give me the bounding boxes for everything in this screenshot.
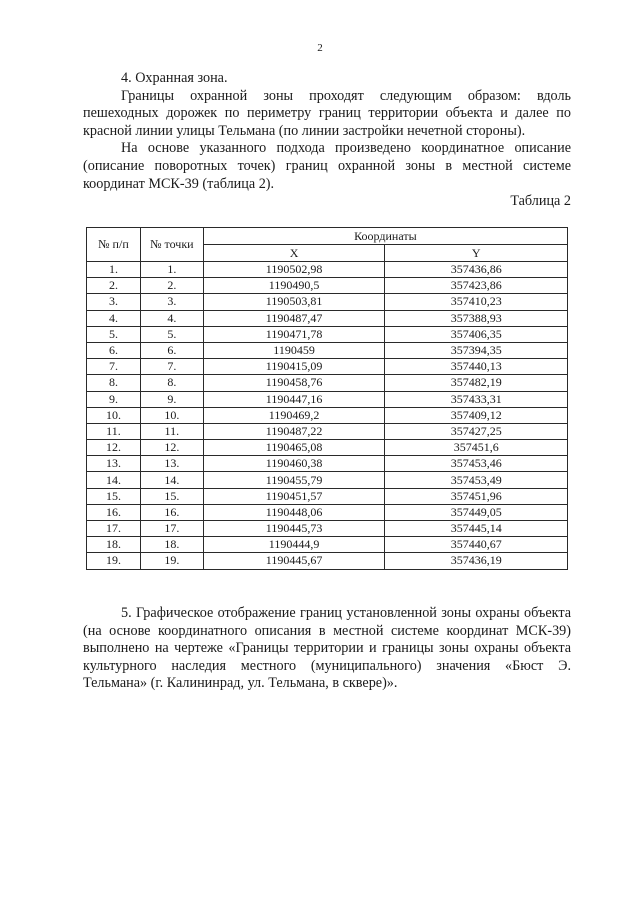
cell-x: 1190415,09 [203, 359, 385, 375]
cell-num: 10. [87, 407, 141, 423]
cell-point: 15. [140, 488, 203, 504]
cell-point: 9. [140, 391, 203, 407]
cell-num: 7. [87, 359, 141, 375]
cell-point: 11. [140, 423, 203, 439]
table-row [87, 375, 568, 391]
cell-num: 18. [87, 537, 141, 553]
cell-y: 357449,05 [385, 504, 568, 520]
cell-x: 1190447,16 [203, 391, 385, 407]
cell-num: 6. [87, 342, 141, 358]
table-row [87, 407, 568, 423]
cell-point: 8. [140, 375, 203, 391]
cell-y: 357451,6 [385, 440, 568, 456]
table-row [87, 359, 568, 375]
table-row [87, 504, 568, 520]
table-row [87, 472, 568, 488]
cell-x: 1190445,67 [203, 553, 385, 569]
cell-x: 1190502,98 [203, 262, 385, 278]
cell-num: 5. [87, 326, 141, 342]
cell-num: 3. [87, 294, 141, 310]
cell-num: 2. [87, 278, 141, 294]
table-row [87, 294, 568, 310]
cell-y: 357440,13 [385, 359, 568, 375]
table-row [87, 278, 568, 294]
cell-x: 1190465,08 [203, 440, 385, 456]
cell-num: 4. [87, 310, 141, 326]
cell-point: 12. [140, 440, 203, 456]
cell-point: 4. [140, 310, 203, 326]
page-number: 2 [317, 42, 323, 54]
cell-y: 357451,96 [385, 488, 568, 504]
header-num: № п/п [87, 228, 141, 262]
cell-point: 7. [140, 359, 203, 375]
cell-num: 17. [87, 521, 141, 537]
cell-x: 1190487,22 [203, 423, 385, 439]
header-coordinates: Координаты [203, 228, 567, 245]
table-row [87, 423, 568, 439]
table-row [87, 521, 568, 537]
cell-point: 1. [140, 262, 203, 278]
cell-point: 16. [140, 504, 203, 520]
cell-point: 2. [140, 278, 203, 294]
cell-y: 357453,49 [385, 472, 568, 488]
cell-num: 12. [87, 440, 141, 456]
cell-y: 357436,19 [385, 553, 568, 569]
cell-point: 3. [140, 294, 203, 310]
cell-y: 357388,93 [385, 310, 568, 326]
cell-num: 13. [87, 456, 141, 472]
table-row [87, 391, 568, 407]
cell-x: 1190487,47 [203, 310, 385, 326]
cell-point: 18. [140, 537, 203, 553]
cell-point: 10. [140, 407, 203, 423]
cell-x: 1190459 [203, 342, 385, 358]
table-row [87, 342, 568, 358]
section-4-paragraph-1: Границы охранной зоны проходят следующим образом: вдоль пешеходных дорожек по периметру границ территории объекта и далее по красной линии улицы Тельмана (по линии застройки нечетной стороны). [83, 87, 571, 139]
table-row [87, 440, 568, 456]
header-y: Y [385, 245, 568, 262]
cell-x: 1190444,9 [203, 537, 385, 553]
table-row [87, 488, 568, 504]
cell-num: 14. [87, 472, 141, 488]
cell-num: 11. [87, 423, 141, 439]
cell-x: 1190455,79 [203, 472, 385, 488]
cell-y: 357423,86 [385, 278, 568, 294]
cell-y: 357409,12 [385, 407, 568, 423]
cell-x: 1190451,57 [203, 488, 385, 504]
cell-x: 1190469,2 [203, 407, 385, 423]
table-body [87, 262, 568, 570]
cell-y: 357410,23 [385, 294, 568, 310]
cell-y: 357445,14 [385, 521, 568, 537]
cell-y: 357482,19 [385, 375, 568, 391]
cell-num: 1. [87, 262, 141, 278]
cell-x: 1190490,5 [203, 278, 385, 294]
table-row [87, 310, 568, 326]
table-row [87, 262, 568, 278]
cell-point: 14. [140, 472, 203, 488]
table-row [87, 553, 568, 569]
table-row [87, 326, 568, 342]
cell-num: 16. [87, 504, 141, 520]
cell-y: 357433,31 [385, 391, 568, 407]
cell-num: 19. [87, 553, 141, 569]
cell-x: 1190448,06 [203, 504, 385, 520]
cell-y: 357453,46 [385, 456, 568, 472]
cell-x: 1190503,81 [203, 294, 385, 310]
cell-point: 5. [140, 326, 203, 342]
table-row [87, 456, 568, 472]
coordinates-table [86, 227, 568, 570]
cell-y: 357440,67 [385, 537, 568, 553]
cell-x: 1190471,78 [203, 326, 385, 342]
cell-y: 357394,35 [385, 342, 568, 358]
cell-y: 357436,86 [385, 262, 568, 278]
cell-num: 8. [87, 375, 141, 391]
cell-y: 357427,25 [385, 423, 568, 439]
cell-x: 1190458,76 [203, 375, 385, 391]
cell-y: 357406,35 [385, 326, 568, 342]
cell-num: 9. [87, 391, 141, 407]
section-4 [83, 70, 571, 211]
cell-point: 17. [140, 521, 203, 537]
section-4-paragraph-2: На основе указанного подхода произведено координатное описание (описание поворотных точек) границ охранной зоны в местной системе координат МСК-39 (таблица 2). [83, 140, 571, 192]
header-point: № точки [140, 228, 203, 262]
cell-num: 15. [87, 488, 141, 504]
cell-point: 19. [140, 553, 203, 569]
section-5-paragraph: 5. Графическое отображение границ установленной зоны охраны объекта (на основе координатного описания в местной системе координат МСК-39) выполнено на чертеже «Границы территории и границы зоны охраны объекта культурного наследия местного (муниципального) значения «Бюст Э. Тельмана» (г. Калининрад, ул. Тельмана, в сквере)». [83, 605, 571, 692]
table-caption: Таблица 2 [510, 193, 571, 210]
header-x: X [203, 245, 385, 262]
table-row [87, 537, 568, 553]
cell-x: 1190460,38 [203, 456, 385, 472]
section-5 [83, 605, 571, 693]
table-header [87, 228, 568, 262]
cell-x: 1190445,73 [203, 521, 385, 537]
cell-point: 6. [140, 342, 203, 358]
cell-point: 13. [140, 456, 203, 472]
section-4-heading: 4. Охранная зона. [121, 70, 228, 86]
